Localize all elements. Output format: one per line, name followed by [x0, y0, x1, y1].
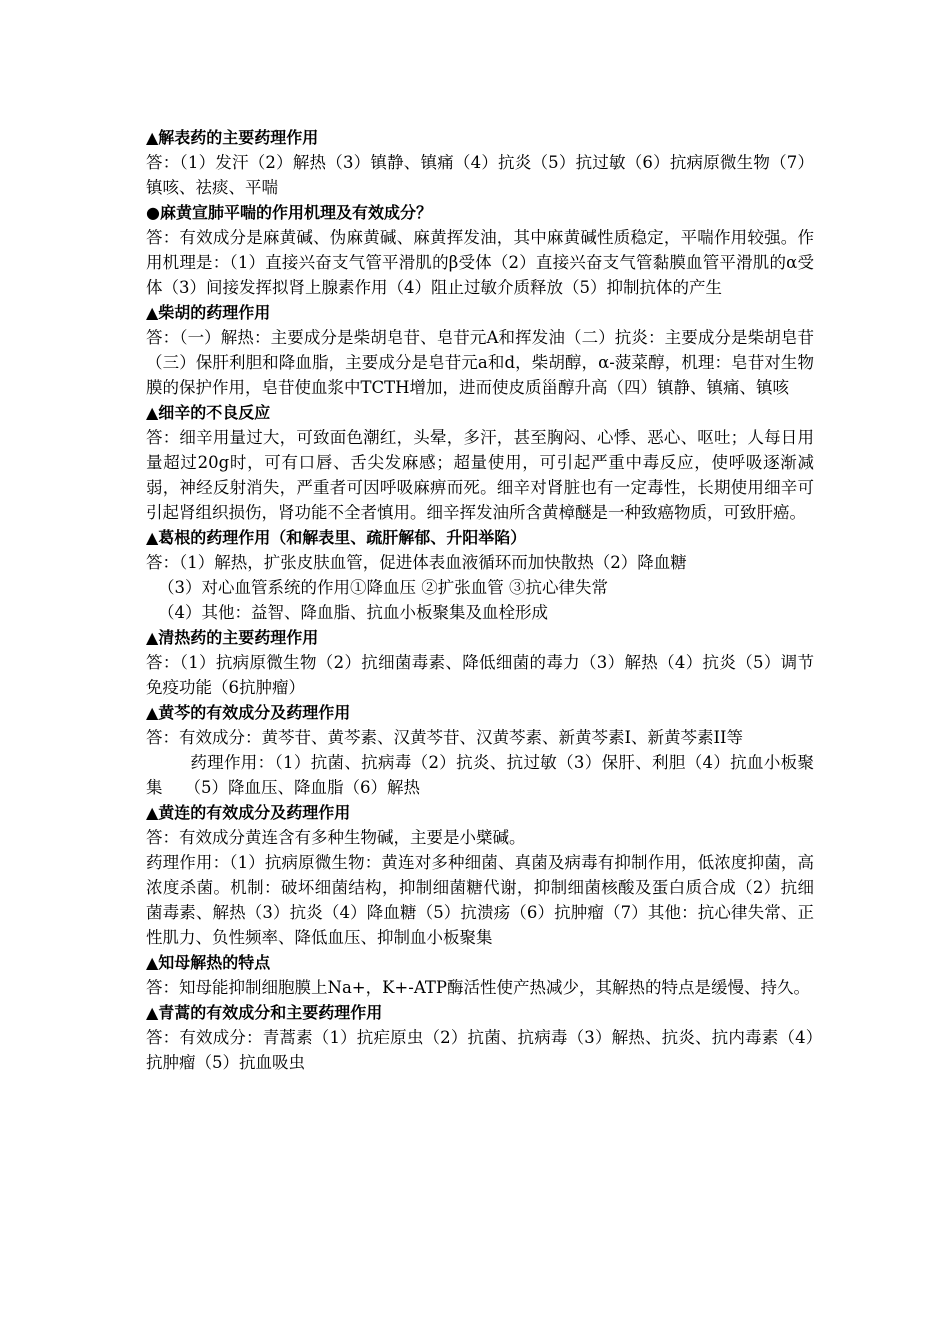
answer-paragraph: 答：（1）解热，扩张皮肤血管，促进体表血液循环而加快散热（2）降血糖 [146, 553, 687, 572]
answer-paragraph: 答：知母能抑制细胞膜上Na+，K+-ATP酶活性使产热减少，其解热的特点是缓慢、持久。 [146, 978, 810, 997]
section-title: ▲细辛的不良反应 [146, 403, 271, 422]
answer-paragraph: 药理作用：（1）抗病原微生物：黄连对多种细菌、真菌及病毒有抑制作用，低浓度抑菌，高浓度杀菌。机制：破坏细菌结构，抑制细菌糖代谢，抑制细菌核酸及蛋白质合成（2）抗细菌毒素、解热（3）抗炎（4）降血糖（5）抗溃疡（6）抗肿瘤（7）其他：抗心律失常、正性肌力、负性频率、降低血压、抑制血小板聚集 [146, 853, 814, 947]
answer-paragraph [146, 750, 814, 800]
answer-paragraph: 答：（一）解热：主要成分是柴胡皂苷、皂苷元A和挥发油（二）抗炎：主要成分是柴胡皂苷（三）保肝利胆和降血脂，主要成分是皂苷元a和d，柴胡醇，α-菠菜醇，机理：皂苷对生物膜的保护作用，皂苷使血浆中TCTH增加，进而使皮质甾醇升高（四）镇静、镇痛、镇咳 [146, 328, 814, 397]
answer-paragraph: 答：细辛用量过大，可致面色潮红，头晕，多汗，甚至胸闷、心悸、恶心、呕吐；人每日用量超过20g时，可有口唇、舌尖发麻感；超量使用，可引起严重中毒反应，使呼吸逐渐减弱，神经反射消失，严重者可因呼吸麻痹而死。细辛对肾脏也有一定毒性，长期使用细辛可引起肾组织损伤，肾功能不全者慎用。细辛挥发油所含黄樟醚是一种致癌物质，可致肝癌。 [146, 428, 814, 522]
answer-paragraph: 答：（1）抗病原微生物（2）抗细菌毒素、降低细菌的毒力（3）解热（4）抗炎（5）调节免疫功能（6抗肿瘤） [146, 653, 814, 697]
section-title: ▲青蒿的有效成分和主要药理作用 [146, 1003, 383, 1022]
section-title: ▲知母解热的特点 [146, 953, 271, 972]
section-title: ●麻黄宣肺平喘的作用机理及有效成分？ [146, 203, 432, 222]
answer-paragraph: 答：（1）发汗（2）解热（3）镇静、镇痛（4）抗炎（5）抗过敏（6）抗病原微生物（7）镇咳、祛痰、平喘 [146, 153, 814, 197]
answer-paragraph: 答：有效成分：青蒿素（1）抗疟原虫（2）抗菌、抗病毒（3）解热、抗炎、抗内毒素（4）抗肿瘤（5）抗血吸虫 [146, 1028, 814, 1072]
section-title: ▲葛根的药理作用（和解表里、疏肝解郁、升阳举陷） [146, 528, 527, 547]
answer-paragraph: （3）对心血管系统的作用①降血压 ②扩张血管 ③抗心律失常 [158, 578, 608, 597]
document-page [146, 125, 814, 1075]
answer-text: 药理作用：（1）抗菌、抗病毒（2）抗炎、抗过敏（3）保肝、利胆（4）抗血小板聚集 [146, 753, 814, 797]
section-title: ▲黄连的有效成分及药理作用 [146, 803, 351, 822]
section-title: ▲解表药的主要药理作用 [146, 128, 319, 147]
answer-paragraph: 答：有效成分黄连含有多种生物碱，主要是小檗碱。 [146, 828, 526, 847]
section-title: ▲黄芩的有效成分及药理作用 [146, 703, 351, 722]
section-title: ▲柴胡的药理作用 [146, 303, 271, 322]
answer-paragraph: （4）其他：益智、降血脂、抗血小板聚集及血栓形成 [158, 603, 548, 622]
answer-paragraph: 答：有效成分：黄芩苷、黄芩素、汉黄芩苷、汉黄芩素、新黄芩素I、新黄芩素II等 [146, 728, 744, 747]
answer-paragraph: 答：有效成分是麻黄碱、伪麻黄碱、麻黄挥发油，其中麻黄碱性质稳定，平喘作用较强。作用机理是：（1）直接兴奋支气管平滑肌的β受体（2）直接兴奋支气管黏膜血管平滑肌的α受体（3）间接发挥拟肾上腺素作用（4）阻止过敏介质释放（5）抑制抗体的产生 [146, 228, 814, 297]
answer-text: （5）降血压、降血脂（6）解热 [184, 778, 420, 797]
section-title: ▲清热药的主要药理作用 [146, 628, 319, 647]
